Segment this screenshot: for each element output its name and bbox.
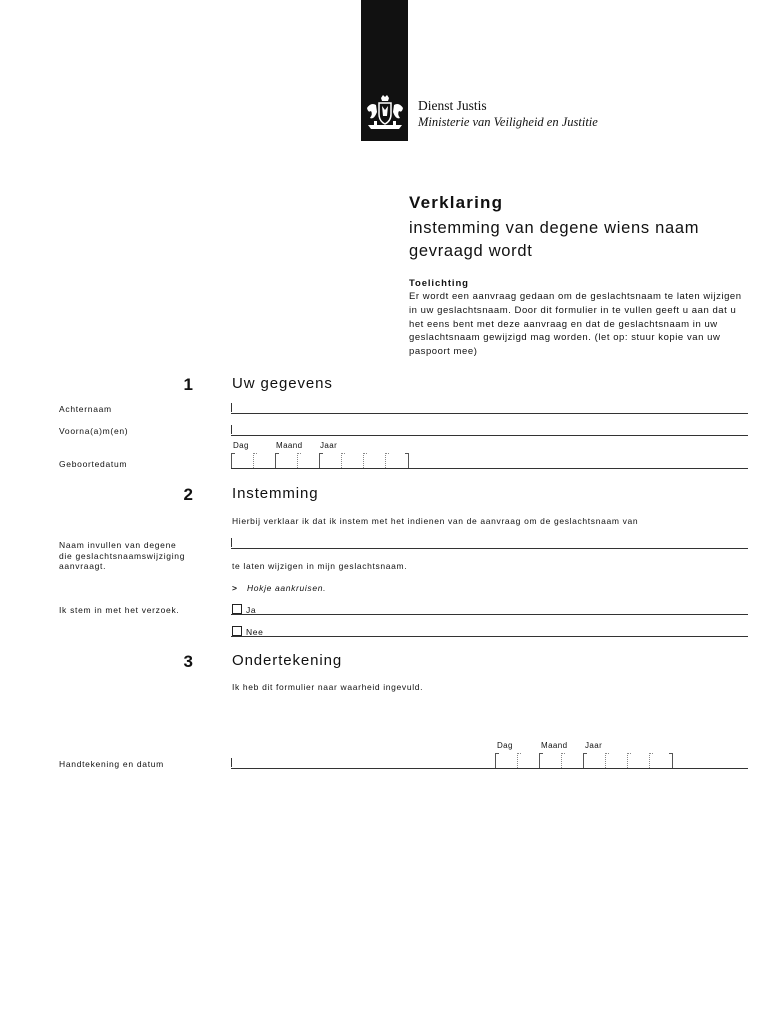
surname-field[interactable]	[231, 403, 748, 414]
section-1-title: Uw gegevens	[232, 375, 333, 392]
form-title: Verklaring	[409, 193, 504, 212]
consent-statement: Hierbij verklaar ik dat ik instem met het indienen van de aanvraag om de geslachtsnaam van	[232, 516, 639, 526]
truth-statement: Ik heb dit formulier naar waarheid ingevuld.	[232, 682, 424, 692]
section-2-number: 2	[183, 485, 193, 504]
surname-label: Achternaam	[59, 404, 112, 414]
organization-name: Dienst Justis	[418, 98, 487, 113]
option-yes-label: Ja	[246, 605, 257, 615]
checkbox-instruction: Hokje aankruisen.	[247, 583, 327, 593]
firstnames-field[interactable]	[231, 425, 748, 436]
signature-date-field[interactable]	[495, 753, 675, 769]
birthdate-month-label: Maand	[276, 441, 303, 450]
signature-day-label: Dag	[497, 741, 513, 750]
section-3-number: 3	[183, 652, 193, 671]
birthdate-label: Geboortedatum	[59, 459, 128, 469]
checkbox-no[interactable]	[232, 626, 242, 636]
section-2-title: Instemming	[232, 485, 319, 502]
yes-underline	[231, 614, 748, 615]
birthdate-field[interactable]	[231, 453, 411, 469]
signature-label: Handtekening en datum	[59, 759, 164, 769]
firstnames-label: Voorna(a)m(en)	[59, 426, 129, 436]
section-3-title: Ondertekening	[232, 652, 343, 669]
change-surname-text: te laten wijzigen in mijn geslachtsnaam.	[232, 561, 408, 571]
no-underline	[231, 636, 748, 637]
explanation-text: Er wordt een aanvraag gedaan om de geslachtsnaam te laten wijzigen in uw geslachtsnaam. Door dit formulier in te vullen geeft u aan dat u het eens bent met deze aanvraag en dat de geslachtsnaam in uw geslachtsnaam gewijzigd mag worden. (let op: stuur kopie van uw paspoort mee)	[409, 291, 742, 358]
coat-of-arms-icon	[362, 94, 408, 134]
section-1-number: 1	[183, 375, 193, 394]
signature-month-label: Maand	[541, 741, 568, 750]
form-subtitle: instemming van degene wiens naam gevraagd wordt	[409, 219, 700, 260]
birthdate-day-label: Dag	[233, 441, 249, 450]
option-no-label: Nee	[246, 627, 264, 637]
birthdate-year-label: Jaar	[320, 441, 338, 450]
agree-label: Ik stem in met het verzoek.	[59, 605, 180, 615]
signature-underline	[231, 768, 748, 769]
explanation-heading: Toelichting	[409, 278, 469, 289]
instruction-arrow-icon: >	[232, 583, 238, 593]
applicant-name-label: Naam invullen van degene die geslachtsnaamswijziging aanvraagt.	[59, 540, 186, 571]
birthdate-underline	[231, 468, 748, 469]
signature-year-label: Jaar	[585, 741, 603, 750]
ministry-name: Ministerie van Veiligheid en Justitie	[418, 115, 598, 129]
checkbox-yes[interactable]	[232, 604, 242, 614]
applicant-name-field[interactable]	[231, 538, 748, 549]
